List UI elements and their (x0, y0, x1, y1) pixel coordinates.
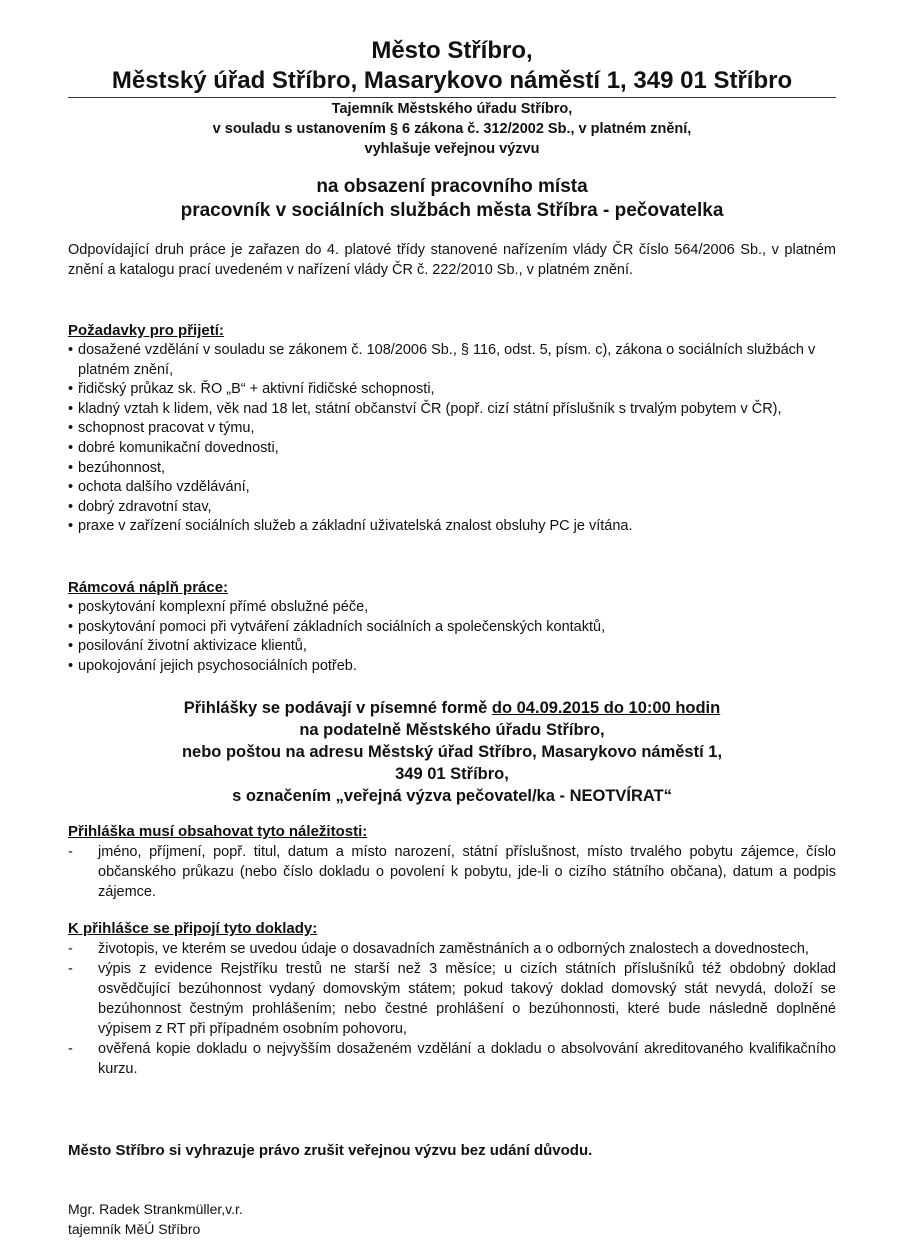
document-header (68, 37, 836, 95)
duty-item: • posilování životní aktivizace klientů, (68, 637, 836, 657)
application-line1-text: Přihlášky se podávají v písemné formě (183, 699, 492, 717)
requirement-item: • dobré komunikační dovednosti, (68, 439, 836, 459)
requirements-list (68, 341, 836, 537)
header-title-line2: Městský úřad Stříbro, Masarykovo náměstí 1, 349 01 Stříbro (111, 67, 793, 94)
documents-section (68, 919, 836, 1079)
document-item: - životopis, ve kterém se uvedou údaje o dosavadních zaměstnáních a o odborných znalostech a dovednostech, (68, 939, 836, 959)
documents-list (68, 939, 836, 1079)
requirements-section (68, 321, 836, 537)
closing-statement: Město Stříbro si vyhrazuje právo zrušit veřejnou výzvu bez udání důvodu. (68, 1142, 593, 1159)
contents-heading: Přihláška musí obsahovat tyto náležitosti: (68, 823, 368, 840)
duty-item: • upokojování jejich psychosociálních potřeb. (68, 657, 836, 677)
application-line5: s označením „veřejná výzva pečovatel/ka - NEOTVÍRAT“ (232, 787, 672, 805)
signature-name: Mgr. Radek Strankmüller,v.r. (68, 1201, 243, 1217)
issuer-line3: vyhlašuje veřejnou výzvu (364, 141, 540, 157)
issuer-line2: v souladu s ustanovením § 6 zákona č. 312/2002 Sb., v platném znění, (212, 121, 692, 137)
requirement-item: • dobrý zdravotní stav, (68, 498, 836, 518)
header-title-line1: Město Stříbro, (371, 37, 533, 64)
requirement-item: • bezúhonnost, (68, 459, 836, 479)
requirement-item: • ochota dalšího vzdělávání, (68, 478, 836, 498)
contents-section (68, 822, 836, 902)
intro-paragraph: Odpovídající druh práce je zařazen do 4. platové třídy stanovené nařízením vlády ČR číslo 564/2006 Sb., v platném znění a katalogu prací uvedeném v nařízení vlády ČR č. 222/2010 Sb., v platném znění. (68, 242, 836, 278)
document-item: - výpis z evidence Rejstříku trestů ne starší než 3 měsíce; u cizích státních příslušníků též obdobný doklad osvědčující bezúhonnost vydaný domovským státem; pokud takový doklad domovský stát nevydá, doloží se bezúhonnost čestným prohlášením; nebo čestné prohlášení o bezúhonnosti, které bude následně doplněné výpisem z RT při případném osobním pohovoru, (68, 959, 836, 1039)
contents-list (68, 842, 836, 902)
requirements-heading: Požadavky pro přijetí: (68, 322, 224, 339)
requirement-item: • kladný vztah k lidem, věk nad 18 let, státní občanství ČR (popř. cizí státní příslušník s trvalým pobytem v ČR), (68, 400, 836, 420)
requirement-item: • řidičský průkaz sk. ŘO „B“ + aktivní řidičské schopnosti, (68, 380, 836, 400)
requirement-item: • dosažené vzdělání v souladu se zákonem č. 108/2006 Sb., § 116, odst. 5, písm. c), zákona o sociálních službách v platném znění, (68, 341, 836, 380)
issuer-block (68, 99, 836, 159)
position-line1: na obsazení pracovního místa (316, 176, 588, 197)
duties-list (68, 598, 836, 676)
application-block (68, 697, 836, 807)
application-line3: nebo poštou na adresu Městský úřad Stříbro, Masarykovo náměstí 1, (181, 743, 723, 761)
duties-section (68, 578, 836, 676)
contents-item: - jméno, příjmení, popř. titul, datum a místo narození, státní příslušnost, místo trvalého pobytu zájemce, číslo občanského průkazu (nebo číslo dokladu o povolení k pobytu, jde-li o cizího státního občana), datum a podpis zájemce. (68, 842, 836, 902)
header-divider (68, 97, 836, 98)
application-line2: na podatelně Městského úřadu Stříbro, (299, 721, 605, 739)
application-line1 (68, 697, 836, 719)
requirement-item: • praxe v zařízení sociálních služeb a základní uživatelská znalost obsluhy PC je vítána. (68, 517, 836, 537)
signature-block (68, 1199, 836, 1239)
duties-heading: Rámcová náplň práce: (68, 579, 229, 596)
duty-item: • poskytování pomoci při vytváření základních sociálních a společenských kontaktů, (68, 618, 836, 638)
documents-heading: K přihlášce se připojí tyto doklady: (68, 920, 318, 937)
requirement-item: • schopnost pracovat v týmu, (68, 419, 836, 439)
issuer-line1: Tajemník Městského úřadu Stříbro, (331, 101, 573, 117)
document-item: - ověřená kopie dokladu o nejvyšším dosaženém vzdělání a dokladu o absolvování akreditovaného kvalifikačního kurzu. (68, 1039, 836, 1079)
signature-role: tajemník MěÚ Stříbro (68, 1221, 201, 1237)
duty-item: • poskytování komplexní přímé obslužné péče, (68, 598, 836, 618)
position-line2: pracovník v sociálních službách města Stříbra - pečovatelka (180, 200, 724, 221)
application-line4: 349 01 Stříbro, (395, 765, 509, 783)
position-title (68, 175, 836, 223)
application-deadline: do 04.09.2015 do 10:00 hodin (491, 699, 721, 717)
